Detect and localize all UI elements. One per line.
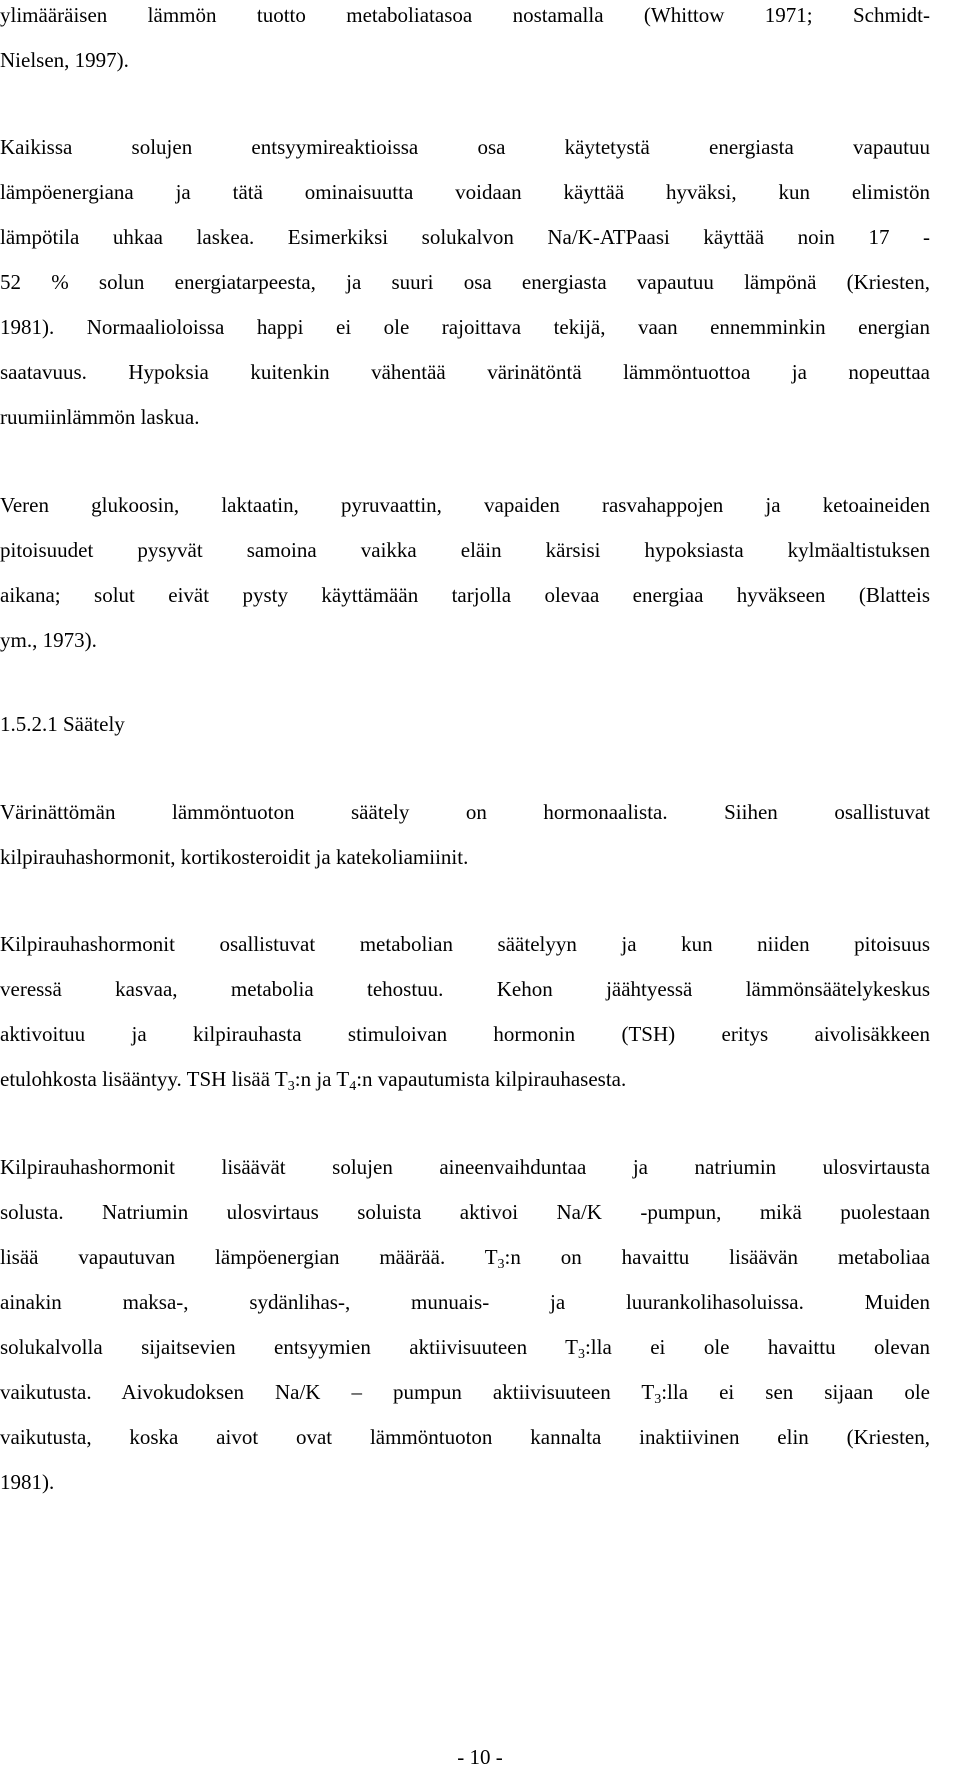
text-segment: :n ja T [294, 1067, 350, 1091]
text-segment: lisää vapautuvan lämpöenergian määrää. T [0, 1245, 498, 1269]
paragraph-line: lämpötila uhkaa laskea. Esimerkiksi solukalvon Na/K-ATPaasi käyttää noin 17 - [0, 225, 930, 249]
paragraph-line [0, 1064, 930, 1094]
subscript: 3 [497, 1257, 505, 1272]
text-segment: :lla ei sen sijaan ole [661, 1380, 930, 1404]
paragraph-line: Kilpirauhashormonit osallistuvat metabolian säätelyyn ja kun niiden pitoisuus [0, 932, 930, 956]
paragraph-line [0, 1377, 930, 1407]
text-segment: solukalvolla sijaitsevien entsyymien aktiivisuuteen T [0, 1335, 578, 1359]
section-heading: 1.5.2.1 Säätely [0, 712, 125, 736]
paragraph-line: 1981). [0, 1470, 55, 1494]
paragraph-line: Värinättömän lämmöntuoton säätely on hormonaalista. Siihen osallistuvat [0, 800, 930, 824]
text-segment: :lla ei ole havaittu olevan [584, 1335, 930, 1359]
text-segment: :n on havaittu lisäävän metaboliaa [504, 1245, 930, 1269]
text-segment: vaikutusta. Aivokudoksen Na/K – pumpun aktiivisuuteen T [0, 1380, 655, 1404]
paragraph-line [0, 1332, 930, 1362]
subscript: 3 [654, 1392, 662, 1407]
paragraph-line: Nielsen, 1997). [0, 48, 129, 72]
paragraph-line: kilpirauhashormonit, kortikosteroidit ja katekoliamiinit. [0, 845, 469, 869]
subscript: 3 [577, 1347, 585, 1362]
paragraph-line: aktivoituu ja kilpirauhasta stimuloivan hormonin (TSH) eritys aivolisäkkeen [0, 1022, 930, 1046]
paragraph-line: solusta. Natriumin ulosvirtaus soluista aktivoi Na/K -pumpun, mikä puolestaan [0, 1200, 930, 1224]
paragraph-line: lämpöenergiana ja tätä ominaisuutta voidaan käyttää hyväksi, kun elimistön [0, 180, 930, 204]
paragraph-line: vaikutusta, koska aivot ovat lämmöntuoton kannalta inaktiivinen elin (Kriesten, [0, 1425, 930, 1449]
paragraph-line: 52 % solun energiatarpeesta, ja suuri osa energiasta vapautuu lämpönä (Kriesten, [0, 270, 930, 294]
paragraph-line: Kilpirauhashormonit lisäävät solujen aineenvaihduntaa ja natriumin ulosvirtausta [0, 1155, 930, 1179]
paragraph-line: aikana; solut eivät pysty käyttämään tarjolla olevaa energiaa hyväkseen (Blatteis [0, 583, 930, 607]
paragraph-line: ainakin maksa-, sydänlihas-, munuais- ja luurankolihasoluissa. Muiden [0, 1290, 930, 1314]
paragraph-line [0, 1242, 930, 1272]
subscript: 4 [349, 1079, 357, 1094]
paragraph-line: ym., 1973). [0, 628, 97, 652]
paragraph-line: 1981). Normaalioloissa happi ei ole rajoittava tekijä, vaan ennemminkin energian [0, 315, 930, 339]
paragraph-line: ylimääräisen lämmön tuotto metaboliatasoa nostamalla (Whittow 1971; Schmidt- [0, 3, 930, 27]
paragraph-line: pitoisuudet pysyvät samoina vaikka eläin kärsisi hypoksiasta kylmäaltistuksen [0, 538, 930, 562]
paragraph-line: Kaikissa solujen entsyymireaktioissa osa käytetystä energiasta vapautuu [0, 135, 930, 159]
text-segment: :n vapautumista kilpirauhasesta. [356, 1067, 627, 1091]
paragraph-line: Veren glukoosin, laktaatin, pyruvaattin, vapaiden rasvahappojen ja ketoaineiden [0, 493, 930, 517]
text-segment: etulohkosta lisääntyy. TSH lisää T [0, 1067, 288, 1091]
paragraph-line: saatavuus. Hypoksia kuitenkin vähentää värinätöntä lämmöntuottoa ja nopeuttaa [0, 360, 930, 384]
page-number: - 10 - [457, 1745, 503, 1769]
subscript: 3 [287, 1079, 295, 1094]
paragraph-line: ruumiinlämmön laskua. [0, 405, 200, 429]
paragraph-line: veressä kasvaa, metabolia tehostuu. Kehon jäähtyessä lämmönsäätelykeskus [0, 977, 930, 1001]
